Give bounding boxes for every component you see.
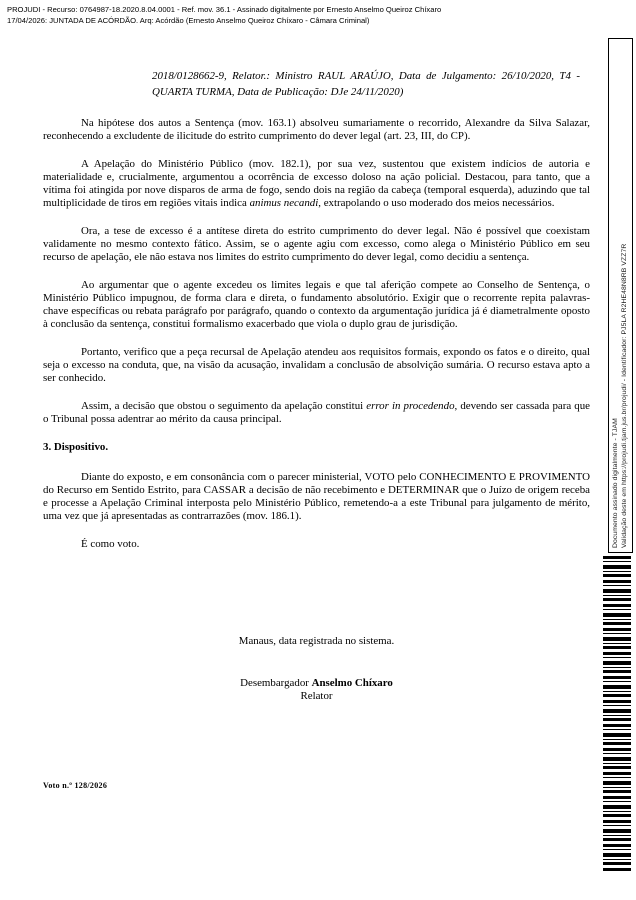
barcode	[603, 556, 631, 872]
paragraph-apelacao-mp	[43, 158, 590, 210]
digital-signature-text	[609, 39, 632, 552]
paragraph-apelacao-mp-text-end: , extrapolando o uso moderado dos meios necessários.	[318, 197, 555, 209]
paragraph-error-text-end: , devendo ser cassada para que o Tribunal possa adentrar ao mérito da causa principal.	[43, 400, 591, 425]
case-citation: 2018/0128662-9, Relator.: Ministro RAUL ARAÚJO, Data de Julgamento: 26/10/2020, T4 - QUARTA TURMA, Data de Publicação: DJe 24/11/2020)	[152, 70, 580, 98]
vote-number-label: Voto n.º 128/2026	[43, 781, 108, 790]
projudi-header-line1: PROJUDI - Recurso: 0764987-18.2020.8.04.0001 - Ref. mov. 36.1 - Assinado digitalmente por Ernesto Anselmo Queiroz Chíxaro	[7, 5, 442, 14]
closing-line: É como voto.	[81, 538, 140, 550]
paragraph-sentence-summary: Na hipótese dos autos a Sentença (mov. 163.1) absolveu sumariamente o recorrido, Alexandre da Silva Salazar, reconhecendo a excludente de ilicitude do estrito cumprimento do dever legal (art. 23, III, do CP).	[43, 117, 590, 142]
signature-name-line	[43, 677, 590, 690]
paragraph-requisitos-formais: Portanto, verifico que a peça recursal de Apelação atendeu aos requisitos formais, expondo os fatos e o direito, qual seja o excesso na conduta, que, na visão da acusação, invalidam a conclusão de absolvição sumária. O recurso estava apto a ser conhecido.	[43, 346, 590, 384]
digital-signature-sidebar	[608, 38, 633, 553]
signature-block	[43, 635, 590, 703]
signature-title: Desembargador	[240, 677, 312, 689]
digital-signature-line1: Documento assinado digitalmente - TJAM	[612, 418, 619, 548]
paragraph-voto: Diante do exposto, e em consonância com o parecer ministerial, VOTO pelo CONHECIMENTO E PROVIMENTO do Recurso em Sentido Estrito, para CASSAR a decisão de não recebimento e DETERMINAR que o Juízo de origem receba e processe a Apelação Criminal interposta pelo Ministério Público, remetendo-a a este Tribunal para julgamento de mérito, uma vez que já apresentadas as contrarrazões (mov. 186.1).	[43, 471, 590, 522]
latin-term-animus-necandi: animus necandi	[249, 197, 319, 209]
signature-role: Relator	[300, 690, 333, 702]
paragraph-tese-excesso: Ora, a tese de excesso é a antítese direta do estrito cumprimento do dever legal. Não é possível que coexistam validamente no mesmo contexto fático. Assim, se o agente agiu com excesso, como alega o Ministério Público em seu recurso de apelação, ele não estava nos limites do estrito cumprimento do dever legal, como decidiu a sentença.	[43, 225, 590, 263]
latin-term-error-in-procedendo: error in procedendo	[366, 400, 455, 412]
section-heading-dispositivo: 3. Dispositivo.	[43, 441, 109, 453]
paragraph-error-in-procedendo	[43, 400, 590, 426]
signature-place-date: Manaus, data registrada no sistema.	[238, 635, 395, 647]
digital-signature-line2: Validação deste em https://projudi.tjam.jus.br/projudi/ - Identificador: PJ5LA R2HE48N8RB VZZ7R	[621, 243, 628, 548]
document-body	[43, 68, 590, 703]
paragraph-apelacao-mp-text: A Apelação do Ministério Público (mov. 182.1), por sua vez, sustentou que existem indícios de autoria e materialidade e, crucialmente, argumentou a ocorrência de excesso doloso na ação policial. Destacou, para tanto, que a vítima foi atingida por nove disparos de arma de fogo, sendo dois na região da cabeça (temporal esquerda), aduzindo que tal multiplicidade de tiros em regiões vitais indica	[43, 158, 590, 209]
paragraph-argumentacao: Ao argumentar que o agente excedeu os limites legais e que tal aferição compete ao Conselho de Sentença, o Ministério Público impugnou, de forma clara e direta, o fundamento absolutório. Exigir que o recorrente repita palavras-chave específicas ou rebata parágrafo por parágrafo, quando o contexto da argumentação jurídica já é diametralmente oposto à conclusão da sentença, constitui formalismo exacerbado que viola o duplo grau de jurisdição.	[43, 279, 590, 330]
signature-name: Anselmo Chíxaro	[311, 677, 393, 689]
paragraph-error-text: Assim, a decisão que obstou o seguimento da apelação constitui	[81, 400, 367, 412]
projudi-header-line2: 17/04/2026: JUNTADA DE ACÓRDÃO. Arq: Acórdão (Ernesto Anselmo Queiroz Chíxaro - Câmara Criminal)	[7, 16, 370, 25]
projudi-header	[7, 4, 576, 26]
